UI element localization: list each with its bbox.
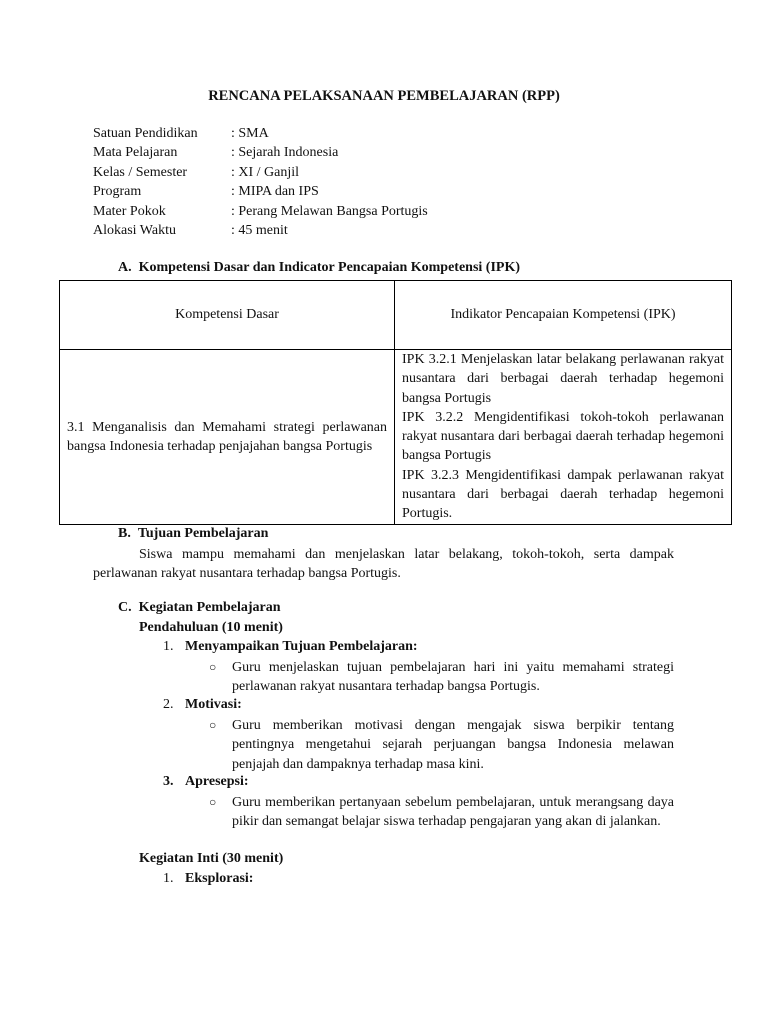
table-row	[60, 350, 732, 525]
item-number: 3.	[163, 774, 174, 789]
meta-value: : Perang Melawan Bangsa Portugis	[231, 203, 428, 219]
item-number: 1.	[163, 871, 174, 886]
learning-objective-text: Siswa mampu memahami dan menjelaskan latar belakang, tokoh-tokoh, serta dampak perlawanan rakyat nusantara terhadap bangsa Portugis.	[93, 547, 674, 582]
section-a-heading	[118, 260, 520, 276]
item-label: Eksplorasi:	[185, 871, 254, 886]
circle-bullet-icon: ○	[209, 795, 217, 809]
meta-value: : XI / Ganjil	[231, 164, 300, 180]
ipk-item: IPK 3.2.3 Mengidentifikasi dampak perlawanan rakyat nusantara dari berbagai daerah terhadap hegemoni Portugis.	[402, 467, 724, 522]
bullet-text: Guru memberikan motivasi dengan mengajak siswa berpikir tentang pentingnya mengetahui sejarah perjuangan bangsa Indonesia melawan penjajah dan dampaknya terhadap masa kini.	[232, 718, 674, 772]
circle-bullet-icon: ○	[209, 718, 217, 732]
item-number: 1.	[163, 639, 174, 654]
header-kompetensi-dasar: Kompetensi Dasar	[60, 281, 395, 350]
bullet-item	[209, 793, 674, 832]
kd-cell: 3.1 Menganalisis dan Memahami strategi perlawanan bangsa Indonesia terhadap penjajahan bangsa Portugis	[60, 350, 395, 525]
pendahuluan-heading: Pendahuluan (10 menit)	[139, 620, 283, 635]
meta-label: Program	[93, 184, 142, 200]
meta-row	[93, 163, 428, 182]
section-b-heading	[118, 526, 268, 542]
meta-value: : MIPA dan IPS	[231, 184, 319, 200]
item-label: Apresepsi:	[185, 774, 249, 789]
ipk-item: IPK 3.2.1 Menjelaskan latar belakang perlawanan rakyat nusantara dari berbagai daerah terhadap hegemoni bangsa Portugis	[402, 352, 724, 406]
meta-row	[93, 202, 428, 221]
meta-value: : Sejarah Indonesia	[231, 145, 339, 161]
list-item	[163, 639, 418, 655]
bullet-text: Guru memberikan pertanyaan sebelum pembelajaran, untuk merangsang daya pikir dan semangat belajar siswa terhadap pengajaran yang akan di jalankan.	[232, 795, 674, 830]
meta-row	[93, 182, 428, 201]
table-header-row	[60, 281, 732, 350]
meta-value: : 45 menit	[231, 222, 288, 238]
section-marker: A.	[118, 260, 132, 275]
meta-label: Mata Pelajaran	[93, 145, 178, 161]
meta-row	[93, 124, 428, 143]
section-marker: C.	[118, 600, 132, 615]
ipk-cell	[395, 350, 732, 525]
kegiatan-inti-heading: Kegiatan Inti (30 menit)	[139, 851, 284, 866]
bullet-text: Guru menjelaskan tujuan pembelajaran hari ini yaitu memahami strategi perlawanan rakyat nusantara terhadap bangsa Portugis.	[232, 660, 674, 695]
list-item	[163, 774, 249, 790]
list-item	[163, 697, 242, 713]
item-label: Motivasi:	[185, 697, 242, 712]
bullet-item	[209, 716, 674, 774]
meta-label: Satuan Pendidikan	[93, 126, 198, 141]
meta-row	[93, 143, 428, 162]
meta-label: Kelas / Semester	[93, 164, 188, 180]
meta-label: Mater Pokok	[93, 203, 166, 219]
header-ipk: Indikator Pencapaian Kompetensi (IPK)	[395, 281, 732, 350]
document-title: RENCANA PELAKSANAAN PEMBELAJARAN (RPP)	[208, 88, 560, 104]
item-label: Menyampaikan Tujuan Pembelajaran:	[185, 639, 418, 654]
item-number: 2.	[163, 697, 174, 712]
meta-value: : SMA	[231, 126, 269, 141]
competency-table	[59, 280, 732, 525]
section-title: Tujuan Pembelajaran	[137, 526, 269, 541]
meta-label: Alokasi Waktu	[93, 222, 176, 238]
identity-block	[93, 124, 428, 240]
section-title: Kegiatan Pembelajaran	[138, 600, 281, 615]
circle-bullet-icon: ○	[209, 660, 217, 674]
list-item	[163, 871, 253, 887]
section-c-heading	[118, 600, 281, 616]
ipk-item: IPK 3.2.2 Mengidentifikasi tokoh-tokoh perlawanan rakyat nusantara dari berbagai daerah terhadap hegemoni bangsa Portugis	[402, 409, 724, 464]
section-marker: B.	[118, 526, 131, 541]
meta-row	[93, 221, 428, 240]
bullet-item	[209, 658, 674, 697]
section-title: Kompetensi Dasar dan Indicator Pencapaian Kompetensi (IPK)	[138, 260, 521, 275]
